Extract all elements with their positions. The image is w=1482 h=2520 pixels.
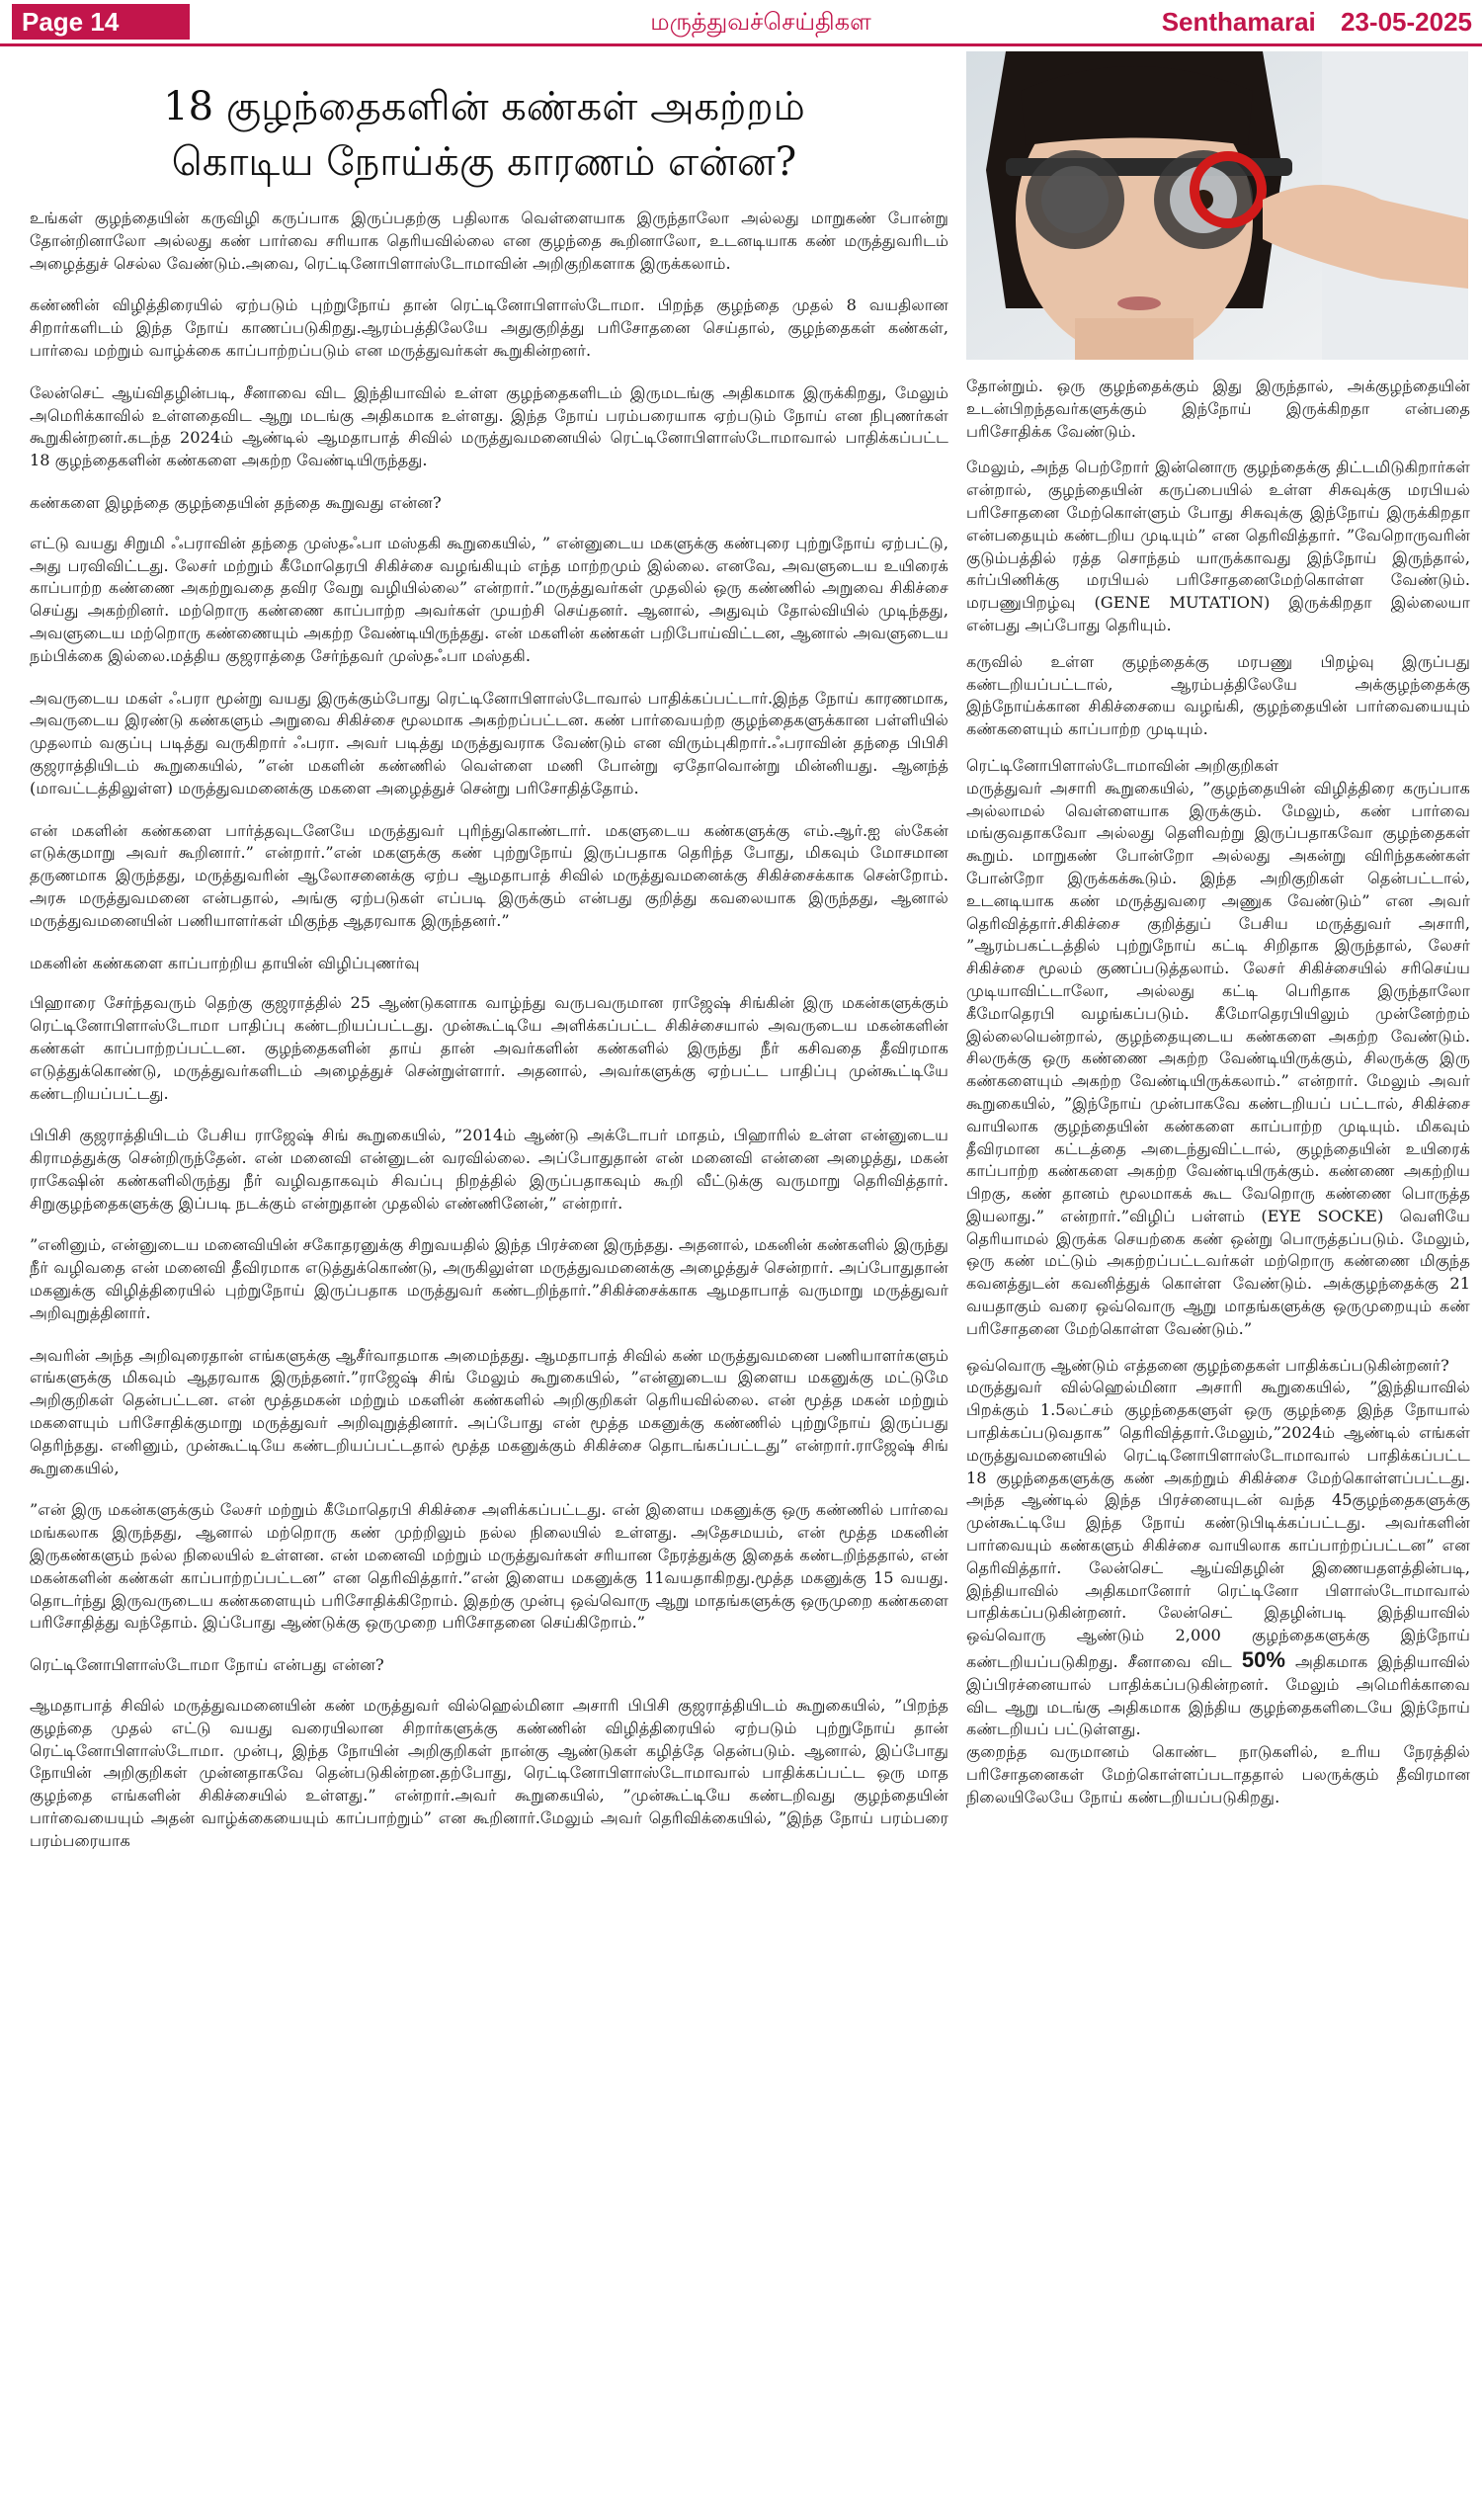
paragraph: அவருடைய மகள் ஃபரா மூன்று வயது இருக்கும்போது ரெட்டினோபிளாஸ்டோவால் பாதிக்கப்பட்டார்.இந்த நோய் காரணமாக, அவருடைய இரண்டு கண்களும் அறுவை சிகிச்சை மூலமாக அகற்றப்பட்டன. கண் பார்வையற்ற குழந்தைகளுக்கான பள்ளியில் முதலாம் வகுப்பு படித்து வருகிறார் ஃபரா. அவர் படித்து மருத்துவராக வேண்டும் என விரும்புகிறார்.ஃபராவின் தந்தை பிபிசி குஜராத்தியிடம் கூறுகையில், ”என் மகளின் கண்ணில் வெள்ளை மணி போன்று ஏதோவொன்று மின்னியது. ஆனந்த் (மாவட்டத்திலுள்ள) மருத்துவமனைக்கு மகளை அழைத்துச் சென்று பரிசோதித்தோம். (30, 688, 948, 798)
paragraph: கண்ணின் விழித்திரையில் ஏற்படும் புற்றுநோய் தான் ரெட்டினோபிளாஸ்டோமா. பிறந்த குழந்தை முதல் 8 வயதிலான சிறார்களிடம் இந்த நோய் காணப்படுகிறது.ஆரம்பத்திலேயே அதுகுறித்து பரிசோதனை செய்தால், குழந்தைகள் கண்கள், பார்வை மற்றும் வாழ்க்கை காப்பாற்றப்படும் என மருத்துவர்கள் கூறுகின்றனர். (30, 295, 948, 360)
article-body-left-column (30, 208, 948, 2510)
paragraph-text: அதிகமாக இந்தியாவில் இப்பிரச்னையால் பாதிக்கப்படுகின்றனர். மேலும் அமெரிக்காவை விட ஆறு மடங்கு அதிகமாக இந்திய குழந்தைகளிடையே இந்நோய் கண்டறியப் பட்டுள்ளது. (966, 1652, 1470, 1739)
subheading: கண்களை இழந்தை குழந்தையின் தந்தை கூறுவது என்ன? (30, 492, 442, 512)
paragraph: உங்கள் குழந்தையின் கருவிழி கருப்பாக இருப்பதற்கு பதிலாக வெள்ளையாக இருந்தாலோ அல்லது மாறுகண் போன்று தோன்றினாலோ அல்லது கண் பார்வை சரியாக தெரியவில்லை என குழந்தை கூறினாலோ, உடனடியாக கண் மருத்துவரிடம் அழைத்துச் செல்ல வேண்டும்.அவை, ரெட்டினோபிளாஸ்டோமாவின் அறிகுறிகளாக இருக்கலாம். (30, 209, 948, 273)
headline-line-1: 18 குழந்தைகளின் கண்கள் அகற்றம் (163, 84, 805, 129)
paragraph: குறைந்த வருமானம் கொண்ட நாடுகளில், உரிய நேரத்தில் பரிசோதனைகள் மேற்கொள்ளப்படாததால் பலருக்கும் தீவிரமான நிலையிலேயே நோய் கண்டறியப்படுகிறது. (966, 1742, 1470, 1806)
page-header (0, 0, 1482, 46)
paragraph: ”என் இரு மகன்களுக்கும் லேசர் மற்றும் கீமோதெரபி சிகிச்சை அளிக்கப்பட்டது. என் இளைய மகனுக்கு ஒரு கண்ணில் பார்வை மங்கலாக இருந்தது, ஆனால் மற்றொரு கண் முற்றிலும் நல்ல நிலையில் உள்ளது. அதேசமயம், என் மூத்த மகனின் இருகண்களும் நல்ல நிலையில் உள்ளன. என் மனைவி மற்றும் மருத்துவர்கள் சரியான நேரத்துக்கு இதைக் கண்டறிந்ததால், என் மகன்களின் கண்கள் காப்பாற்றப்பட்டன” என தெரிவித்தார்.”என் இளைய மகனுக்கு 11வயதாகிறது.மூத்த மகனுக்கு 15 வயது. தொடர்ந்து இருவருடைய கண்களையும் பரிசோதிக்கிறோம். இதற்கு முன்பு ஒவ்வொரு ஆறு மாதங்களுக்கு ஒருமுறை கண்களை பரிசோதித்து வந்தோம். இப்போது ஆண்டுக்கு ஒருமுறை பரிசோதனை செய்கிறோம்.” (30, 1500, 948, 1633)
page-number: Page 14 (12, 4, 190, 40)
publication-name: Senthamarai (1161, 7, 1316, 37)
subheading: ரெட்டினோபிளாஸ்டோமா நோய் என்பது என்ன? (30, 1655, 384, 1675)
headline-line-2: கொடிய நோய்க்கு காரணம் என்ன? (171, 139, 797, 185)
paragraph: லேன்செட் ஆய்விதழின்படி, சீனாவை விட இந்தியாவில் உள்ள குழந்தைகளிடம் இருமடங்கு அதிகமாக இருக்கிறது, மேலும் அமெரிக்காவில் உள்ளதைவிட ஆறு மடங்கு அதிகமாக உள்ளது. இந்த நோய் பரம்பரையாக ஏற்படும் நோய் என நிபுணர்கள் கூறுகின்றனர்.கடந்த 2024ம் ஆண்டில் ஆமதாபாத் சிவில் மருத்துவமனையில் ரெட்டினோபிளாஸ்டோமாவால் பாதிக்கப்பட்ட 18 குழந்தைகளின் கண்களை அகற்ற வேண்டியிருந்தது. (30, 382, 948, 470)
subheading: ஒவ்வொரு ஆண்டும் எத்தனை குழந்தைகள் பாதிக்கப்படுகின்றனர்? (966, 1355, 1449, 1375)
article-body-right-column (966, 376, 1470, 2510)
paragraph: கருவில் உள்ள குழந்தைக்கு மரபணு பிறழ்வு இருப்பது கண்டறியப்பட்டால், ஆரம்பத்திலேயே அக்குழந்தைக்கு இந்நோய்க்கான சிகிச்சையை வழங்கி, குழந்தையின் பார்வையையும் கண்களையும் காப்பாற்ற முடியும். (966, 651, 1470, 739)
paragraph: மருத்துவர் அசாரி கூறுகையில், ”குழந்தையின் விழித்திரை கருப்பாக அல்லாமல் வெள்ளையாக இருக்கும். மேலும், கண் பார்வை மங்குவதாகவோ அல்லது தெளிவற்று இருப்பதாகவோ குழந்தைகள் கூறும். மாறுகண் போன்றோ அல்லது அகன்று விரிந்தகண்கள் போன்றோ இருக்கக்கூடும். இந்த அறிகுறிகள் தென்பட்டால், உடனடியாக கண் மருத்துவரை அணுக வேண்டும்” என அவர் தெரிவித்தார்.சிகிச்சை குறித்துப் பேசிய மருத்துவர் அசாரி, ”ஆரம்பகட்டத்தில் புற்றுநோய் கட்டி சிறிதாக இருந்தால், லேசர் சிகிச்சை மூலம் குணப்படுத்தலாம். லேசர் சிகிச்சையில் சரிசெய்ய முடியாவிட்டாலோ, அல்லது கட்டி பெரிதாக இருந்தாலோ கீமோதெரபி வழங்கப்படும். கீமோதெரபியிலும் முன்னேற்றம் இல்லையென்றால், குழந்தையுடைய கண்களை அகற்ற வேண்டும். சிலருக்கு ஒரு கண்ணை அகற்ற வேண்டியிருக்கும், சிலருக்கு இரு கண்களையும் அகற்ற வேண்டியிருக்கலாம்.” என்றார். மேலும் அவர் கூறுகையில், ”இந்நோய் முன்பாகவே கண்டறியப் பட்டால், சிகிச்சை வாயிலாக குழந்தையின் கண்களை காப்பாற்ற முடியும். மிகவும் தீவிரமான கட்டத்தை அடைந்துவிட்டால், குழந்தையின் உயிரைக் காப்பாற்ற கண்களை அகற்ற வேண்டியிருக்கும். கண்ணை அகற்றிய பிறகு, கண் தானம் மூலமாகக் கூட வேறொரு கண்ணை பொருத்த இயலாது.” என்றார்.”விழிப் பள்ளம் (EYE SOCKE) வெளியே தெரியாமல் இருக்க செயற்கை கண் ஒன்று பொருத்தப்படும். மேலும், ஒரு கண் மட்டும் அகற்றப்பட்டவர்கள் மற்றொரு கண்ணை மிகுந்த கவனத்துடன் கவனித்துக் கொள்ள வேண்டும். அக்குழந்தைக்கு 21 வயதாகும் வரை ஒவ்வொரு ஆறு மாதங்களுக்கு ஒருமுறையும் கண் பரிசோதனை மேற்கொள்ள வேண்டும்.” (966, 778, 1470, 1338)
paragraph: பிபிசி குஜராத்தியிடம் பேசிய ராஜேஷ் சிங் கூறுகையில், ”2014ம் ஆண்டு அக்டோபர் மாதம், பிஹாரில் உள்ள என்னுடைய கிராமத்துக்கு சென்றிருந்தேன். என் மனைவி என்னுடன் வரவில்லை. அப்போதுதான் என் மனைவி என்னை அழைத்து, மகன் ராகேஷின் கண்களிலிருந்து நீர் வழிவதாகவும் சிவப்பு நிறத்தில் இருப்பதாகவும் கூறி வீட்டுக்கு வருமாறு தெரிவித்தார். சிறுகுழந்தைகளுக்கு இப்படி நடக்கும் என்றுதான் முதலில் எண்ணினேன்,” என்றார். (30, 1126, 948, 1213)
subheading: ரெட்டினோபிளாஸ்டோமாவின் அறிகுறிகள் (966, 755, 1279, 775)
masthead (1028, 4, 1472, 40)
article-headline (30, 79, 939, 190)
section-title: மருத்துவச்செய்திகள (650, 8, 871, 36)
paragraph: ஆமதாபாத் சிவில் மருத்துவமனையின் கண் மருத்துவர் வில்ஹெல்மினா அசாரி பிபிசி குஜராத்தியிடம் கூறுகையில், ”பிறந்த குழந்தை முதல் எட்டு வயது வரையிலான சிறார்களுக்கு கண்ணின் விழித்திரையில் ஏற்படும் புற்றுநோய் தான் ரெட்டினோபிளாஸ்டோமா. முன்பு, இந்த நோயின் அறிகுறிகள் நான்கு ஆண்டுகள் கழித்தே தென்படும். ஆனால், இப்போது நோயின் அறிகுறிகள் முன்னதாகவே தென்படுகின்றன.தற்போது, ரெட்டினோபிளாஸ்டோமாவால் பாதிக்கப்பட்ட ஒரு மாத குழந்தை எங்களின் சிகிச்சையில் உள்ளது.” என்றார்.அவர் கூறுகையில், ”முன்கூட்டியே கண்டறிவது குழந்தையின் பார்வையையும் அதன் வாழ்க்கையையும் காப்பாற்றும்” என கூறினார்.மேலும் அவர் தெரிவிக்கையில், ”இந்த நோய் பரம்பரை பரம்பரையாக (30, 1696, 948, 1850)
issue-date: 23-05-2025 (1341, 7, 1472, 37)
paragraph: எட்டு வயது சிறுமி ஃபராவின் தந்தை முஸ்தஃபா மஸ்தகி கூறுகையில், ” என்னுடைய மகளுக்கு கண்புரை புற்றுநோய் ஏற்பட்டு, அது பரவிவிட்டது. லேசர் மற்றும் கீமோதெரபி சிகிச்சை வழங்கியும் எந்த மாற்றமும் இல்லை. எனவே, அவளுடைய உயிரைக் காப்பாற்ற கண்ணை அகற்றுவதை தவிர வேறு வழியில்லை” என்றார்.”மருத்துவர்கள் முதலில் ஒரு கண்ணில் அறுவை சிகிச்சை செய்து அகற்றினர். மற்றொரு கண்ணை காப்பாற்ற அவர்கள் முயற்சி செய்தனர். ஆனால், அதுவும் தோல்வியில் முடிந்தது, அவளுடைய மற்றொரு கண்ணையும் அகற்ற வேண்டியிருந்தது. என் மகளின் கண்கள் பறிபோய்விட்டன, ஆனால் அவளுடைய நம்பிக்கை இல்லை.மத்திய குஜராத்தை சேர்ந்தவர் முஸ்தஃபா மஸ்தகி. (30, 533, 948, 665)
paragraph: தோன்றும். ஒரு குழந்தைக்கும் இது இருந்தால், அக்குழந்தையின் உடன்பிறந்தவர்களுக்கும் இந்நோய் இருக்கிறதா என்பதை பரிசோதிக்க வேண்டும். (966, 377, 1470, 441)
eye-test-photo (966, 51, 1468, 360)
highlight-percent: 50% (1241, 1647, 1285, 1673)
paragraph: அவரின் அந்த அறிவுரைதான் எங்களுக்கு ஆசீர்வாதமாக அமைந்தது. ஆமதாபாத் சிவில் கண் மருத்துவமனை பணியாளர்களும் எங்களுக்கு மிகவும் ஆதரவாக இருந்தனர்.”ராஜேஷ் சிங் மேலும் கூறுகையில், ”என்னுடைய இளைய மகனுக்கு மட்டுமே அறிகுறிகள் தென்பட்டன. என் மூத்தமகன் மற்றும் மகளின் கண்களில் அறிகுறிகள் தெரியவில்லை. என் மூத்த மகன் மற்றும் மகளையும் பரிசோதிக்குமாறு மருத்துவர் அறிவுறுத்தினார். அப்போது என் மூத்த மகனுக்கு கண்ணில் புற்றுநோய் இருப்பது தெரிந்தது. எனினும், முன்கூட்டியே கண்டறியப்பட்டதால் மூத்த மகனுக்கும் சிகிச்சை தொடங்கப்பட்டது” என்றார்.ராஜேஷ் சிங் கூறுகையில், (30, 1345, 948, 1477)
article-photo (966, 51, 1468, 360)
paragraph-text: மருத்துவர் வில்ஹெல்மினா அசாரி கூறுகையில், ”இந்தியாவில் பிறக்கும் 1.5லட்சம் குழந்தைகளுள் ஒரு குழந்தை இந்த நோயால் பாதிக்கப்படுவதாக” தெரிவித்தார்.மேலும்,”2024ம் ஆண்டில் எங்கள் மருத்துவமனையில் ரெட்டினோபிளாஸ்டோமாவால் பாதிக்கப்பட்ட 18 குழந்தைகளுக்கு கண் அகற்றும் சிகிச்சை மேற்கொள்ளப்பட்டது. அந்த ஆண்டில் இந்த பிரச்னையுடன் வந்த 45குழந்தைகளுக்கு முன்கூட்டியே இந்த நோய் கண்டுபிடிக்கப்பட்டது. அவர்களின் பார்வையும் கண்களும் சிகிச்சை வாயிலாக காப்பாற்றப்பட்டன” என தெரிவித்தார். லேன்செட் ஆய்விதழின் இணையதளத்தின்படி, இந்தியாவில் அதிகமானோர் ரெட்டினோ பிளாஸ்டோமாவால் பாதிக்கப்படுகின்றனர். லேன்செட் இதழின்படி இந்தியாவில் ஒவ்வொரு ஆண்டும் 2,000 குழந்தைகளுக்கு இந்நோய் கண்டறியப்படுகிறது. சீனாவை விட (966, 1378, 1470, 1672)
subheading: மகனின் கண்களை காப்பாற்றிய தாயின் விழிப்புணர்வு (30, 953, 420, 972)
paragraph: ”எனினும், என்னுடைய மனைவியின் சகோதரனுக்கு சிறுவயதில் இந்த பிரச்னை இருந்தது. அதனால், மகனின் கண்களில் இருந்து நீர் வழிவதை என் மனைவி தீவிரமாக எடுத்துக்கொண்டு, அருகிலுள்ள மருத்துவமனைக்கு அழைத்துச் சென்றார். அப்போதுதான் மகனுக்கு விழித்திரையில் புற்றுநோய் இருப்பதாக மருத்துவர் கண்டறிந்தார்.”சிகிச்சைக்காக ஆமதாபாத் வருமாறு மருத்துவர் அறிவுறுத்தினார். (30, 1235, 948, 1322)
paragraph: என் மகளின் கண்களை பார்த்தவுடனேயே மருத்துவர் புரிந்துகொண்டார். மகளுடைய கண்களுக்கு எம்.ஆர்.ஐ ஸ்கேன் எடுக்குமாறு அவர் கூறினார்.” என்றார்.”என் மகளுக்கு கண் புற்றுநோய் இருப்பதாக தெரிந்த போது, மிகவும் மோசமான தருணமாக இருந்தது, மருத்துவரின் ஆலோசனைக்கு ஏற்ப ஆமதாபாத் சிவில் மருத்துவமனைக்கு சிகிச்சைக்காக சென்றோம். அரசு மருத்துவமனை என்பதால், அங்கு ஏற்படுகள் எப்படி இருக்கும் என்பது குறித்து கவலையாக இருந்தது, ஆனால் மருத்துவமனையின் பணியாளர்கள் மிகுந்த ஆதரவாக இருந்தனர்.” (30, 820, 948, 930)
paragraph: மேலும், அந்த பெற்றோர் இன்னொரு குழந்தைக்கு திட்டமிடுகிறார்கள் என்றால், குழந்தையின் கருப்பையில் உள்ள சிசுவுக்கு மரபியல் பரிசோதனை மேற்கொள்ளும் போது சிசுவுக்கு இந்நோய் இருக்கிறதா என்பதையும் கண்டறிய முடியும்” என தெரிவித்தார். ”வேறொருவரின் குடும்பத்தில் ரத்த சொந்தம் யாருக்காவது இந்நோய் இருந்தால், கர்ப்பிணிக்கு மரபியல் பரிசோதனைமேற்கொள்ள வேண்டும். மரபணுபிறழ்வு (GENE MUTATION) இருக்கிறதா இல்லையா என்பது அப்போது தெரியும். (966, 458, 1470, 634)
paragraph: பிஹாரை சேர்ந்தவரும் தெற்கு குஜராத்தில் 25 ஆண்டுகளாக வாழ்ந்து வருபவருமான ராஜேஷ் சிங்கின் இரு மகன்களுக்கும் ரெட்டினோபிளாஸ்டோமா பாதிப்பு கண்டறியப்பட்டது. முன்கூட்டியே அளிக்கப்பட்ட சிகிச்சையால் அவருடைய மகன்களின் கண்கள் காப்பாற்றப்பட்டன. குழந்தைகளின் தாய் தான் அவர்களின் கண்களில் இருந்து நீர் கசிவதை தீவிரமாக எடுத்துக்கொண்டு, மருத்துவர்களிடம் அழைத்துச் சென்றுள்ளார். அதனால், அவர்களுக்கு ஏற்பட்ட பாதிப்பு முன்கூட்டியே கண்டறியப்பட்டது. (30, 993, 948, 1103)
paragraph (966, 1377, 1470, 1741)
